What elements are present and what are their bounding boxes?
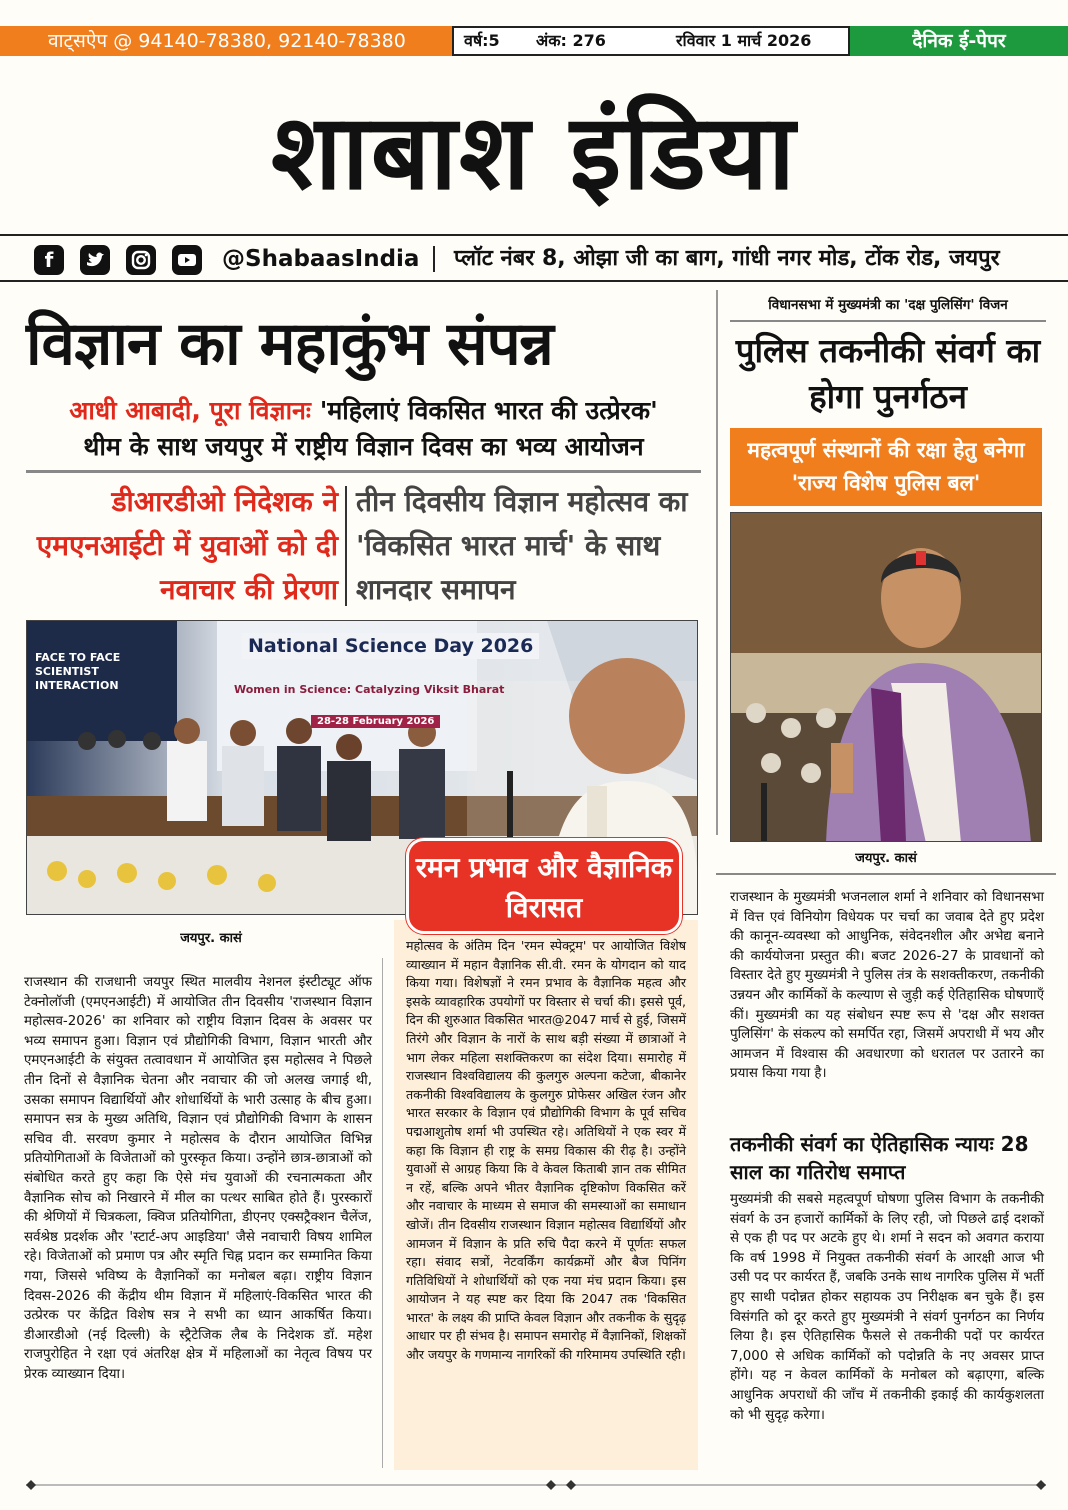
lead-subheading-2: थीम के साथ जयपुर में राष्ट्रीय विज्ञान दिवस का भव्य आयोजन bbox=[83, 432, 644, 461]
twitter-icon[interactable] bbox=[80, 245, 110, 275]
footer-rule bbox=[26, 1475, 1046, 1485]
social-bar bbox=[0, 234, 1068, 282]
side-subheading: तकनीकी संवर्ग का ऐतिहासिक न्यायः 28 साल का गतिरोध समाप्त bbox=[730, 1132, 1029, 1184]
issue-info bbox=[452, 26, 850, 56]
instagram-icon[interactable] bbox=[126, 245, 156, 275]
deck-right: तीन दिवसीय विज्ञान महोत्सव का 'विकसित भारत मार्च' के साथ शानदार समापन bbox=[356, 485, 688, 606]
photo-banner-dates: 28-28 February 2026 bbox=[311, 715, 440, 728]
lead-subheading bbox=[26, 394, 701, 428]
volume-number: वर्ष:5 bbox=[464, 31, 500, 50]
side-highlight-box: महत्वपूर्ण संस्थानों की रक्षा हेतु बनेगा 'राज्य विशेष पुलिस बल' bbox=[730, 428, 1042, 506]
issue-number: अंक: 276 bbox=[536, 31, 606, 50]
highlight-pill: रमन प्रभाव और वैज्ञानिक विरासत bbox=[406, 838, 682, 934]
office-address: प्लॉट नंबर 8, ओझा जी का बाग, गांधी नगर मोड, टोंक रोड, जयपुर bbox=[454, 246, 1000, 271]
lead-subheading-black: 'महिलाएं विकसित भारत की उत्प्रेरक' bbox=[310, 396, 658, 425]
edition-label: दैनिक ई-पेपर bbox=[850, 26, 1068, 56]
social-handle[interactable]: @ShabaasIndia bbox=[222, 246, 420, 272]
side-body-1: राजस्थान के मुख्यमंत्री भजनलाल शर्मा ने शनिवार को विधानसभा में वित्त एवं विनियोग विधेयक पर चर्चा का जवाब देते हुए प्रदेश की कानून-व्यवस्था को आधुनिक, संवेदनशील और अभेद्य बनाने की कार्ययोजना प्रस्तुत की। बजट 2026-27 के प्रावधानों को विस्तार देते हुए मुख्यमंत्री ने पुलिस तंत्र के सशक्तीकरण, तकनीकी उन्नयन और कार्मिकों के कल्याण से जुड़ी कई ऐतिहासिक घोषणाएँ कीं। मुख्यमंत्री का यह संबोधन स्पष्ट रूप से 'दक्ष और सशक्त पुलिसिंग' के संकल्प को समर्पित रहा, जिसमें अपराधी में भय और आमजन में विश्वास की अवधारणा को धरातल पर उतारने का प्रयास किया गया है। bbox=[730, 890, 1044, 1082]
photo-banner-sub: Women in Science: Catalyzing Viksit Bharat bbox=[234, 683, 505, 696]
deck-left: डीआरडीओ निदेशक ने एमएनआईटी में युवाओं को दी नवाचार की प्रेरणा bbox=[36, 485, 338, 606]
photo-banner-title: National Science Day 2026 bbox=[242, 633, 539, 659]
side-headline: पुलिस तकनीकी संवर्ग का होगा पुनर्गठन bbox=[735, 331, 1041, 416]
divider bbox=[26, 470, 701, 473]
side-body-2: मुख्यमंत्री की सबसे महत्वपूर्ण घोषणा पुलिस विभाग के तकनीकी संवर्ग के उन हजारों कार्मिकों के लिए रही, जो पिछले ढाई दशकों से एक ही पद पर अटके हुए थे। शर्मा ने सदन को अवगत कराया कि वर्ष 1998 में नियुक्त तकनीकी संवर्ग के आरक्षी आज भी उसी पद पर कार्यरत हैं, जबकि उनके साथ नागरिक पुलिस में भर्ती हुए साथी पदोन्नत होकर सहायक उप निरीक्षक बन चुके हैं। इस विसंगति को दूर करते हुए मुख्यमंत्री ने संवर्ग पुनर्गठन का निर्णय लिया है। इस ऐतिहासिक फैसले से तकनीकी पदों पर कार्यरत 7,000 से अधिक कार्मिकों को पदोन्नति के नए अवसर प्राप्त होंगे। यह न केवल कार्मिकों के मनोबल को बढ़ाएगा, बल्कि आधुनिक अपराधों की जाँच में तकनीकी इकाई की कार्यकुशलता को भी सुदृढ़ करेगा। bbox=[730, 1192, 1044, 1423]
photo-caption: जयपुर. कासं bbox=[180, 931, 242, 946]
divider bbox=[345, 486, 347, 606]
top-strip bbox=[0, 26, 1068, 56]
divider bbox=[433, 246, 435, 272]
whatsapp-contact: वाट्सऐप @ 94140-78380, 92140-78380 bbox=[0, 26, 452, 56]
side-photo-caption: जयपुर. कासं bbox=[855, 851, 917, 866]
lead-headline: विज्ञान का महाकुंभ संपन्न bbox=[26, 309, 553, 379]
issue-date: रविवार 1 मार्च 2026 bbox=[676, 31, 812, 50]
side-photo bbox=[730, 512, 1042, 842]
photo-banner-left: FACE TO FACE SCIENTIST INTERACTION bbox=[35, 651, 121, 692]
lead-body-col2: महोत्सव के अंतिम दिन 'रमन स्पेक्ट्रम' पर आयोजित विशेष व्याख्यान में महान वैज्ञानिक सी.वी. रमन के योगदान को याद किया गया। विशेषज्ञों ने रमन प्रभाव के वैज्ञानिक महत्व और इसके व्यावहारिक उपयोगों पर विस्तार से चर्चा की। इससे पूर्व, दिन की शुरुआत विकसित भारत@2047 मार्च से हुई, जिसमें तिरंगे और विज्ञान के नारों के साथ बड़ी संख्या में छात्राओं ने भाग लेकर महिला सशक्तिकरण का संदेश दिया। समारोह में राजस्थान विश्वविद्यालय की कुलगुरु अल्पना कटेजा, बीकानेर तकनीकी विश्वविद्यालय के कुलगुरु प्रोफेसर अखिल रंजन और भारत सरकार के विज्ञान एवं प्रौद्योगिकी विभाग के पूर्व सचिव पद्मआशुतोष शर्मा भी उपस्थित रहे। अतिथियों ने एक स्वर में कहा कि विज्ञान ही राष्ट्र के समग्र विकास की रीढ़ है। उन्होंने युवाओं से आग्रह किया कि वे केवल किताबी ज्ञान तक सीमित न रहें, बल्कि अपने भीतर वैज्ञानिक दृष्टिकोण विकसित करें और नवाचार के माध्यम से समाज की समस्याओं का समाधान खोजें। तीन दिवसीय राजस्थान विज्ञान महोत्सव विद्यार्थियों और आमजन में विज्ञान के प्रति रुचि पैदा करने में पूर्णतः सफल रहा। संवाद सत्रों, नेटवर्किंग कार्यक्रमों और बैज पिनिंग गतिविधियों ने शोधार्थियों को एक नया मंच प्रदान किया। इस आयोजन ने यह स्पष्ट कर दिया कि 2047 तक 'विकसित भारत' के लक्ष्य की प्राप्ति केवल विज्ञान और तकनीक के सुदृढ़ आधार पर ही संभव है। समापन समारोह में वैज्ञानिकों, शिक्षकों और जयपुर के गणमान्य नागरिकों की गरिमामय उपस्थिति रही। bbox=[406, 938, 686, 1363]
divider bbox=[730, 320, 1046, 322]
divider bbox=[716, 873, 1056, 875]
divider bbox=[716, 290, 718, 835]
divider bbox=[382, 958, 383, 1468]
lead-body-col1: राजस्थान की राजधानी जयपुर स्थित मालवीय नेशनल इंस्टीट्यूट ऑफ टेक्नोलॉजी (एमएनआईटी) में आयोजित तीन दिवसीय 'राजस्थान विज्ञान महोत्सव-2026' का शनिवार को राष्ट्रीय विज्ञान दिवस के अवसर पर भव्य समापन हुआ। विज्ञान एवं प्रौद्योगिकी विभाग, विज्ञान भारती और एमएनआईटी के संयुक्त तत्वावधान में आयोजित इस महोत्सव ने पिछले तीन दिनों से वैज्ञानिक चेतना और नवाचार की जो अलख जगाई थी, उसका समापन विद्यार्थियों और शोधार्थियों के भारी उत्साह के बीच हुआ। समापन सत्र के मुख्य अतिथि, विज्ञान एवं प्रौद्योगिकी विभाग के शासन सचिव वी. सरवण कुमार ने महोत्सव के दौरान आयोजित विभिन्न प्रतियोगिताओं के विजेताओं को पुरस्कृत किया। उन्होंने छात्र-छात्राओं को संबोधित करते हुए कहा कि ऐसे मंच युवाओं की रचनात्मकता और वैज्ञानिक सोच को निखारने में मील का पत्थर साबित होते हैं। पुरस्कारों की श्रेणियों में चित्रकला, क्विज प्रतियोगिता, डीएनए एक्सट्रैक्शन चैलेंज, सर्वश्रेष्ठ प्रदर्शक और 'स्टार्ट-अप आइडिया' जैसे नवाचारी विषय शामिल रहे। विजेताओं को प्रमाण पत्र और स्मृति चिह्न प्रदान कर सम्मानित किया गया, जिससे भविष्य के वैज्ञानिकों का मनोबल बढ़ा। राष्ट्रीय विज्ञान दिवस-2026 की केंद्रीय थीम विज्ञान में महिलाएं-विकसित भारत की उत्प्रेरक पर केंद्रित विशेष सत्र ने सभी का ध्यान आकर्षित किया। डीआरडीओ (नई दिल्ली) के स्ट्रैटेजिक लैब के निदेशक डॉ. महेश राजपुरोहित ने रक्षा एवं अंतरिक्ष क्षेत्र में महिलाओं का नेतृत्व विषय पर प्रेरक व्याख्यान दिया। bbox=[24, 975, 372, 1382]
facebook-icon[interactable]: f bbox=[34, 245, 64, 275]
youtube-icon[interactable] bbox=[172, 245, 202, 275]
side-kicker: विधानसभा में मुख्यमंत्री का 'दक्ष पुलिसिंग' विजन bbox=[768, 297, 1008, 313]
lead-subheading-red: आधी आबादी, पूरा विज्ञानः bbox=[69, 396, 311, 425]
masthead: शाबाश इंडिया bbox=[271, 91, 797, 213]
